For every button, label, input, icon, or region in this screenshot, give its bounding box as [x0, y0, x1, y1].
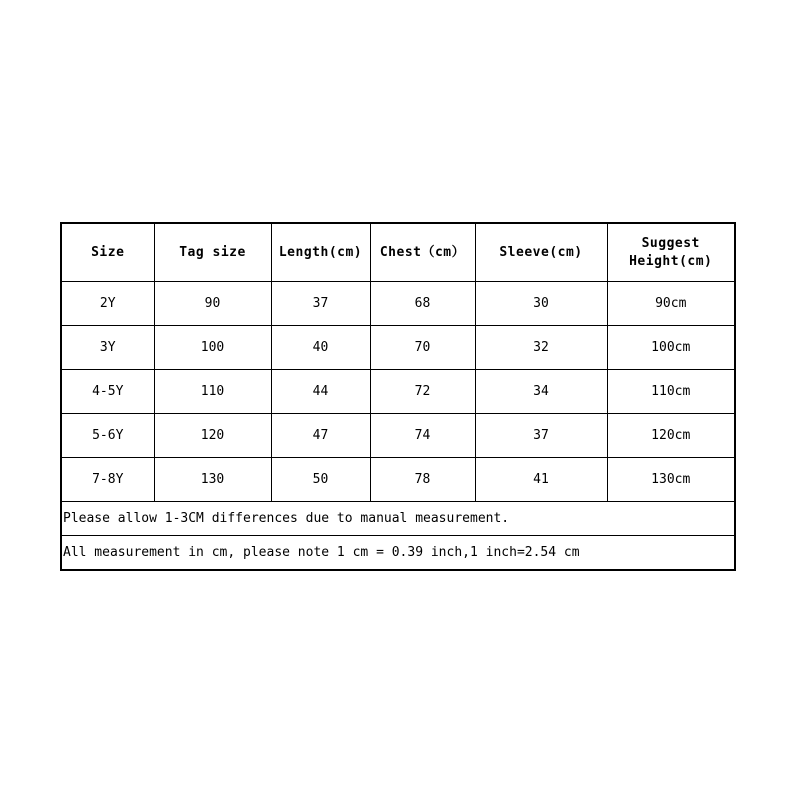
header-sleeve: Sleeve(cm)	[475, 223, 607, 282]
cell-height: 120cm	[607, 414, 735, 458]
header-size: Size	[61, 223, 154, 282]
note-manual-measurement: Please allow 1-3CM differences due to manual measurement.	[61, 502, 735, 536]
size-chart-table	[60, 222, 736, 571]
cell-sleeve: 32	[475, 326, 607, 370]
cell-size: 4-5Y	[61, 370, 154, 414]
cell-tag-size: 110	[154, 370, 271, 414]
table-row	[61, 414, 735, 458]
cell-tag-size: 120	[154, 414, 271, 458]
note-unit-conversion: All measurement in cm, please note 1 cm = 0.39 inch,1 inch=2.54 cm	[61, 536, 735, 571]
cell-chest: 74	[370, 414, 475, 458]
cell-chest: 68	[370, 282, 475, 326]
header-suggest-height-line1: Suggest	[641, 235, 700, 251]
cell-length: 44	[271, 370, 370, 414]
note-row	[61, 502, 735, 536]
cell-tag-size: 100	[154, 326, 271, 370]
header-suggest-height-line2: Height(cm)	[629, 253, 713, 269]
cell-chest: 70	[370, 326, 475, 370]
header-length: Length(cm)	[271, 223, 370, 282]
cell-sleeve: 34	[475, 370, 607, 414]
cell-size: 3Y	[61, 326, 154, 370]
table-row	[61, 326, 735, 370]
header-tag-size: Tag size	[154, 223, 271, 282]
cell-sleeve: 30	[475, 282, 607, 326]
table-row	[61, 458, 735, 502]
cell-tag-size: 90	[154, 282, 271, 326]
header-row	[61, 223, 735, 282]
cell-height: 90cm	[607, 282, 735, 326]
cell-length: 40	[271, 326, 370, 370]
note-row	[61, 536, 735, 571]
cell-height: 100cm	[607, 326, 735, 370]
table-row	[61, 370, 735, 414]
header-suggest-height	[607, 223, 735, 282]
cell-chest: 78	[370, 458, 475, 502]
table-row	[61, 282, 735, 326]
cell-tag-size: 130	[154, 458, 271, 502]
cell-chest: 72	[370, 370, 475, 414]
cell-length: 50	[271, 458, 370, 502]
cell-length: 37	[271, 282, 370, 326]
cell-size: 7-8Y	[61, 458, 154, 502]
cell-height: 110cm	[607, 370, 735, 414]
header-chest: Chest（cm）	[370, 223, 475, 282]
cell-sleeve: 37	[475, 414, 607, 458]
cell-sleeve: 41	[475, 458, 607, 502]
cell-size: 2Y	[61, 282, 154, 326]
cell-length: 47	[271, 414, 370, 458]
cell-height: 130cm	[607, 458, 735, 502]
cell-size: 5-6Y	[61, 414, 154, 458]
